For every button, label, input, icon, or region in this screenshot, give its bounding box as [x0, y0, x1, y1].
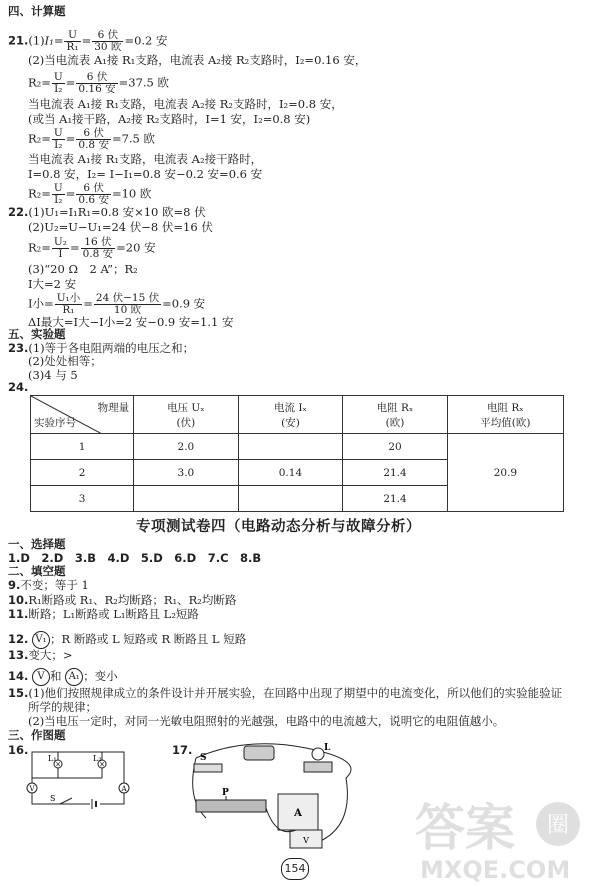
text: (1)U₁=I₁R₁=0.8 安×10 欧=8 伏 [28, 205, 206, 219]
q22-line-1 [8, 205, 206, 219]
table-row [31, 434, 564, 460]
svg-text:L₂: L₂ [93, 754, 102, 763]
voltmeter-v1-icon: V₁ [32, 631, 50, 649]
fraction: 6 伏 0.8 安 [78, 127, 109, 151]
text: 不变；等于 1 [20, 578, 89, 592]
svg-text:×: × [99, 760, 105, 769]
rheostat-icon [196, 800, 266, 812]
svg-text:L₁: L₁ [48, 754, 57, 763]
svg-text:V: V [303, 836, 309, 845]
q22-number: 22. [8, 205, 29, 219]
q11-number: 11. [8, 607, 29, 621]
fraction: U₁小 R₁ [56, 292, 81, 316]
text: = [65, 131, 76, 146]
corner-bottom-label: 实验序号 [34, 417, 76, 429]
fraction: 24 伏−15 伏 10 欧 [95, 292, 160, 316]
svg-text:答案: 答案 [415, 799, 515, 857]
text: I小= [28, 296, 54, 311]
text: R₂= [28, 131, 51, 146]
table-cell: 3.0 [134, 460, 239, 486]
text: =0.2 安 [124, 33, 168, 48]
table-cell: 3 [31, 486, 134, 512]
section-5-title: 五、实验题 [8, 327, 66, 341]
mc-answers: 1.D 2.D 3.B 4.D 5.D 6.D 7.C 8.B [8, 551, 262, 565]
q21-line-5: (或当 A₁接干路，A₂接 R₂支路时，I=1 安，I₂=0.8 安) [28, 112, 311, 126]
test-paper-title: 专项测试卷四（电路动态分析与故障分析） [136, 519, 421, 535]
q23-line-3: (3)4 与 5 [28, 368, 78, 382]
q21-line-3 [28, 72, 169, 95]
table-cell: 21.4 [343, 486, 448, 512]
table-corner-cell [31, 396, 134, 434]
q14-number: 14. [8, 669, 29, 683]
q17-number: 17. [172, 743, 193, 757]
voltmeter-icon: V [32, 668, 50, 686]
q21-line-9 [28, 183, 151, 206]
table-cell [134, 486, 239, 512]
q22-line-7: ΔI最大=I大−I小=2 安−0.9 安=1.1 安 [28, 315, 234, 329]
text: =0.9 安 [162, 296, 206, 311]
ammeter-a1-icon: A₁ [65, 668, 83, 686]
section-4-title: 四、计算题 [8, 4, 66, 18]
svg-text:A: A [121, 785, 127, 793]
text: 断路；L₁断路或 L₁断路且 L₂短路 [28, 607, 199, 621]
svg-text:P: P [222, 788, 229, 798]
text: 和 [50, 669, 62, 683]
table-header-row [31, 396, 564, 434]
fraction: 6 伏 30 欧 [94, 29, 122, 53]
q23-line-2: (2)处处相等； [28, 354, 102, 368]
text: R₂= [28, 240, 51, 255]
fill-15-line-3: (2)当电压一定时，对同一光敏电阻照射的光越强，电路中的电流越大，说明它的电阻值越小。 [28, 714, 505, 728]
fraction: $\frac{U}{\text{I₂}}$ [53, 71, 63, 95]
text: = [65, 75, 76, 90]
fraction: 16 伏 0.8 安 [82, 236, 114, 260]
fill-15-line-1 [8, 686, 562, 700]
q9-number: 9. [8, 578, 21, 592]
q21-line-7: 当电流表 A₁接 R₁支路，电流表 A₂接干路时， [28, 152, 263, 166]
q21-number: 21. [8, 33, 29, 48]
text: (1)等于各电阻两端的电压之和； [28, 341, 195, 355]
table-cell: 1 [31, 434, 134, 460]
q21-i1-symbol: I₁ [44, 33, 54, 48]
q22-line-3 [28, 237, 156, 260]
q23-line-1 [8, 341, 194, 355]
text: =20 安 [116, 240, 156, 255]
fill-12 [8, 631, 246, 649]
circuit-diagram-16 [20, 748, 130, 810]
q21-part1-label: (1) [28, 33, 45, 48]
fraction: 6 伏 0.6 安 [78, 182, 109, 206]
svg-text:MXQE.COM: MXQE.COM [420, 856, 571, 884]
switch-icon [60, 798, 72, 804]
q16-number: 16. [8, 743, 29, 757]
q21-line-8: I=0.8 安，I₂= I−I₁=0.8 安−0.2 安=0.6 安 [28, 167, 263, 181]
section-1-title: 一、选择题 [8, 537, 66, 551]
q21-line-1 [8, 30, 168, 53]
section-3-title: 三、作图题 [8, 728, 66, 742]
fraction: $\frac{U}{\text{R₁}}$ [66, 29, 79, 53]
text: = [65, 186, 76, 201]
fraction: 6 伏 0.16 安 [78, 71, 116, 95]
q21-line-6 [28, 128, 155, 151]
section-2-title: 二、填空题 [8, 564, 66, 578]
fill-14 [8, 668, 118, 686]
svg-text:A: A [294, 808, 302, 819]
q10-number: 10. [8, 593, 29, 607]
text: = [83, 296, 93, 311]
table-average-cell: 20.9 [447, 434, 563, 512]
svg-text:S: S [50, 794, 56, 803]
lamp-icon [312, 748, 324, 760]
text: = [81, 33, 92, 48]
fill-15-line-2: 所学的规律； [28, 700, 97, 714]
table-cell: 0.14 [238, 460, 343, 486]
fill-9 [8, 578, 89, 592]
switch-icon [194, 764, 222, 772]
table-cell: 2 [31, 460, 134, 486]
text: = [53, 33, 64, 48]
table-header-resistance: 电阻 Rₓ (欧) [343, 396, 448, 434]
text: ；R 断路或 L 短路或 R 断路且 L 短路 [50, 632, 247, 646]
page-number: 154 [281, 858, 309, 880]
table-cell: 20 [343, 434, 448, 460]
table-cell: 21.4 [343, 460, 448, 486]
table-cell [238, 486, 343, 512]
svg-text:V: V [29, 785, 35, 793]
table-cell: 2.0 [134, 434, 239, 460]
text: R₂= [28, 186, 51, 201]
q22-line-5: I大=2 安 [28, 277, 77, 291]
q24-number: 24. [8, 380, 29, 394]
battery-icon [244, 746, 274, 760]
corner-top-label: 物理量 [97, 402, 130, 414]
text: =7.5 欧 [111, 131, 156, 146]
q22-line-6 [28, 293, 205, 316]
text: R₁断路或 R₁、R₂均断路；R₁、R₂均断路 [28, 593, 237, 607]
table-header-current: 电流 Iₓ (安) [238, 396, 343, 434]
text: = [69, 240, 80, 255]
svg-text:×: × [55, 760, 61, 769]
circuit-diagram-17 [186, 738, 356, 853]
fraction: $\frac{U}{\text{I₂}}$ [53, 127, 63, 151]
q12-number: 12. [8, 632, 29, 646]
text: (1)他们按照规律成立的条件设计并开展实验，在回路中出现了期望中的电流变化，所以他们的实验能验证 [28, 686, 563, 700]
fill-11 [8, 607, 199, 621]
q23-number: 23. [8, 341, 29, 355]
table-header-average: 电阻 Rₓ 平均值(欧) [447, 396, 563, 434]
q21-line-4: 当电流表 A₁接 R₁支路，电流表 A₂接 R₂支路时，I₂=0.8 安， [28, 97, 343, 111]
watermark-logo [410, 790, 585, 885]
q22-line-4: (3)“20 Ω 2 A”；R₂ [28, 262, 138, 276]
fill-10 [8, 593, 236, 607]
fraction: $\frac{U}{\text{I₂}}$ [53, 182, 63, 206]
svg-text:L: L [324, 743, 331, 753]
text: 变大；> [28, 648, 73, 662]
q13-number: 13. [8, 648, 29, 662]
text: ；变小 [83, 669, 118, 683]
q15-number: 15. [8, 686, 29, 700]
svg-text:圈: 圈 [546, 813, 570, 838]
text: =10 欧 [111, 186, 152, 201]
svg-text:S: S [200, 753, 207, 763]
table-cell [238, 434, 343, 460]
q22-line-2: (2)U₂=U−U₁=24 伏−8 伏=16 伏 [28, 220, 213, 234]
text: R₂= [28, 75, 51, 90]
text: =37.5 欧 [118, 75, 170, 90]
q21-line-2: (2)当电流表 A₁接 R₁支路，电流表 A₂接 R₂支路时，I₂=0.16 安， [28, 53, 367, 67]
fraction: $\frac{\text{U₂}}{I}$ [53, 236, 67, 260]
fill-13 [8, 648, 73, 662]
table-header-voltage: 电压 Uₓ (伏) [134, 396, 239, 434]
q24-data-table [30, 395, 564, 512]
